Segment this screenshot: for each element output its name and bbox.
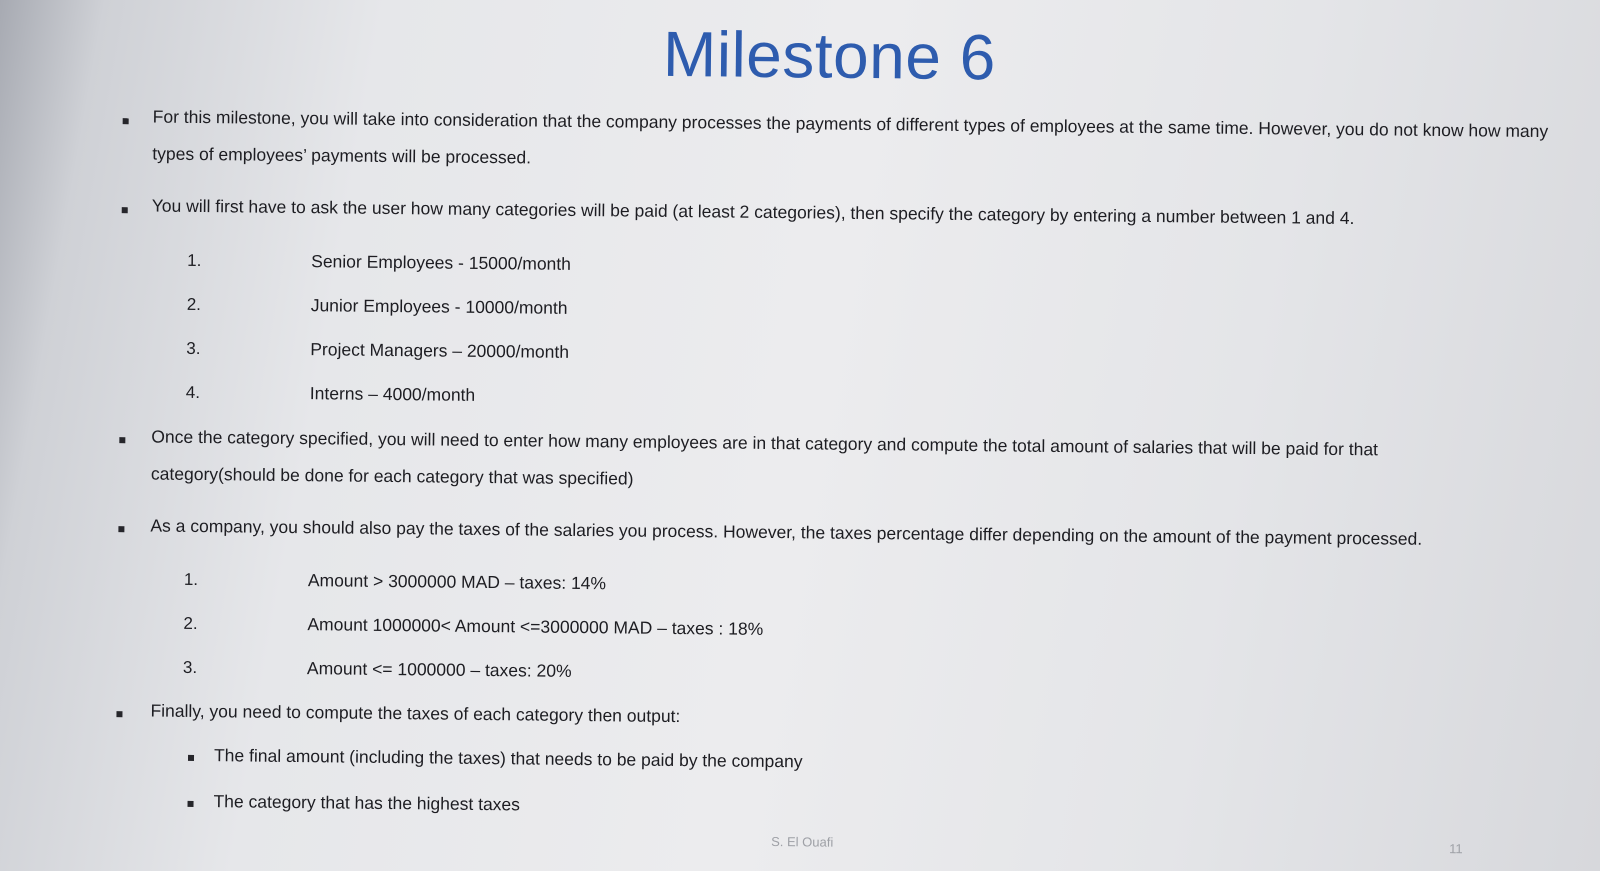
sub-bullet-marker [188,755,194,761]
page-number: 11 [1449,841,1463,857]
tax-item: Amount > 3000000 MAD – taxes: 14% [307,570,607,594]
slide-title: Milestone 6 [662,17,997,94]
bullet-marker [116,711,122,717]
sub-bullet-marker [187,801,193,807]
bullet-taxes: As a company, you should also pay the taxes of the salaries you process. However, the taxes percentage differ depending on the amount of the payment processed. [150,515,1423,549]
bullet-ask-categories: You will first have to ask the user how many categories will be paid (at least 2 categories), then specify the category by entering a number between 1 and 4. [151,195,1355,229]
tax-item: Amount <= 1000000 – taxes: 20% [306,658,572,681]
tax-number: 2. [183,613,198,633]
footer-author: S. El Ouafi [771,834,834,850]
bullet-marker [122,207,128,213]
bullet-final-output: Finally, you need to compute the taxes of each category then output: [150,700,681,727]
category-item: Project Managers – 20000/month [310,339,570,362]
output-item: The category that has the highest taxes [213,791,521,815]
tax-number: 3. [182,657,198,677]
category-number: 2. [186,294,202,315]
bullet-marker [119,437,125,443]
bullet-marker [123,118,129,124]
category-number: 4. [185,382,201,403]
tax-number: 1. [183,569,199,590]
slide [1,0,1600,871]
category-item: Senior Employees - 15000/month [311,251,572,274]
category-number: 1. [187,250,202,271]
category-item: Junior Employees - 10000/month [310,295,568,318]
category-number: 3. [186,338,201,359]
bullet-intro: For this milestone, you will take into consideration that the company processes the payments of different types of employees at the same time. However, you do not know how many types of employees’ payments will be processed. [152,106,1549,168]
tax-item: Amount 1000000< Amount <=3000000 MAD – taxes : 18% [307,614,764,639]
output-item: The final amount (including the taxes) that needs to be paid by the company [213,745,803,772]
category-item: Interns – 4000/month [309,383,476,405]
bullet-employees-count: Once the category specified, you will need to enter how many employees are in that category and compute the total amount of salaries that will be paid for that category(should be done for each category that was specified) [150,426,1379,489]
bullet-marker [118,526,124,532]
